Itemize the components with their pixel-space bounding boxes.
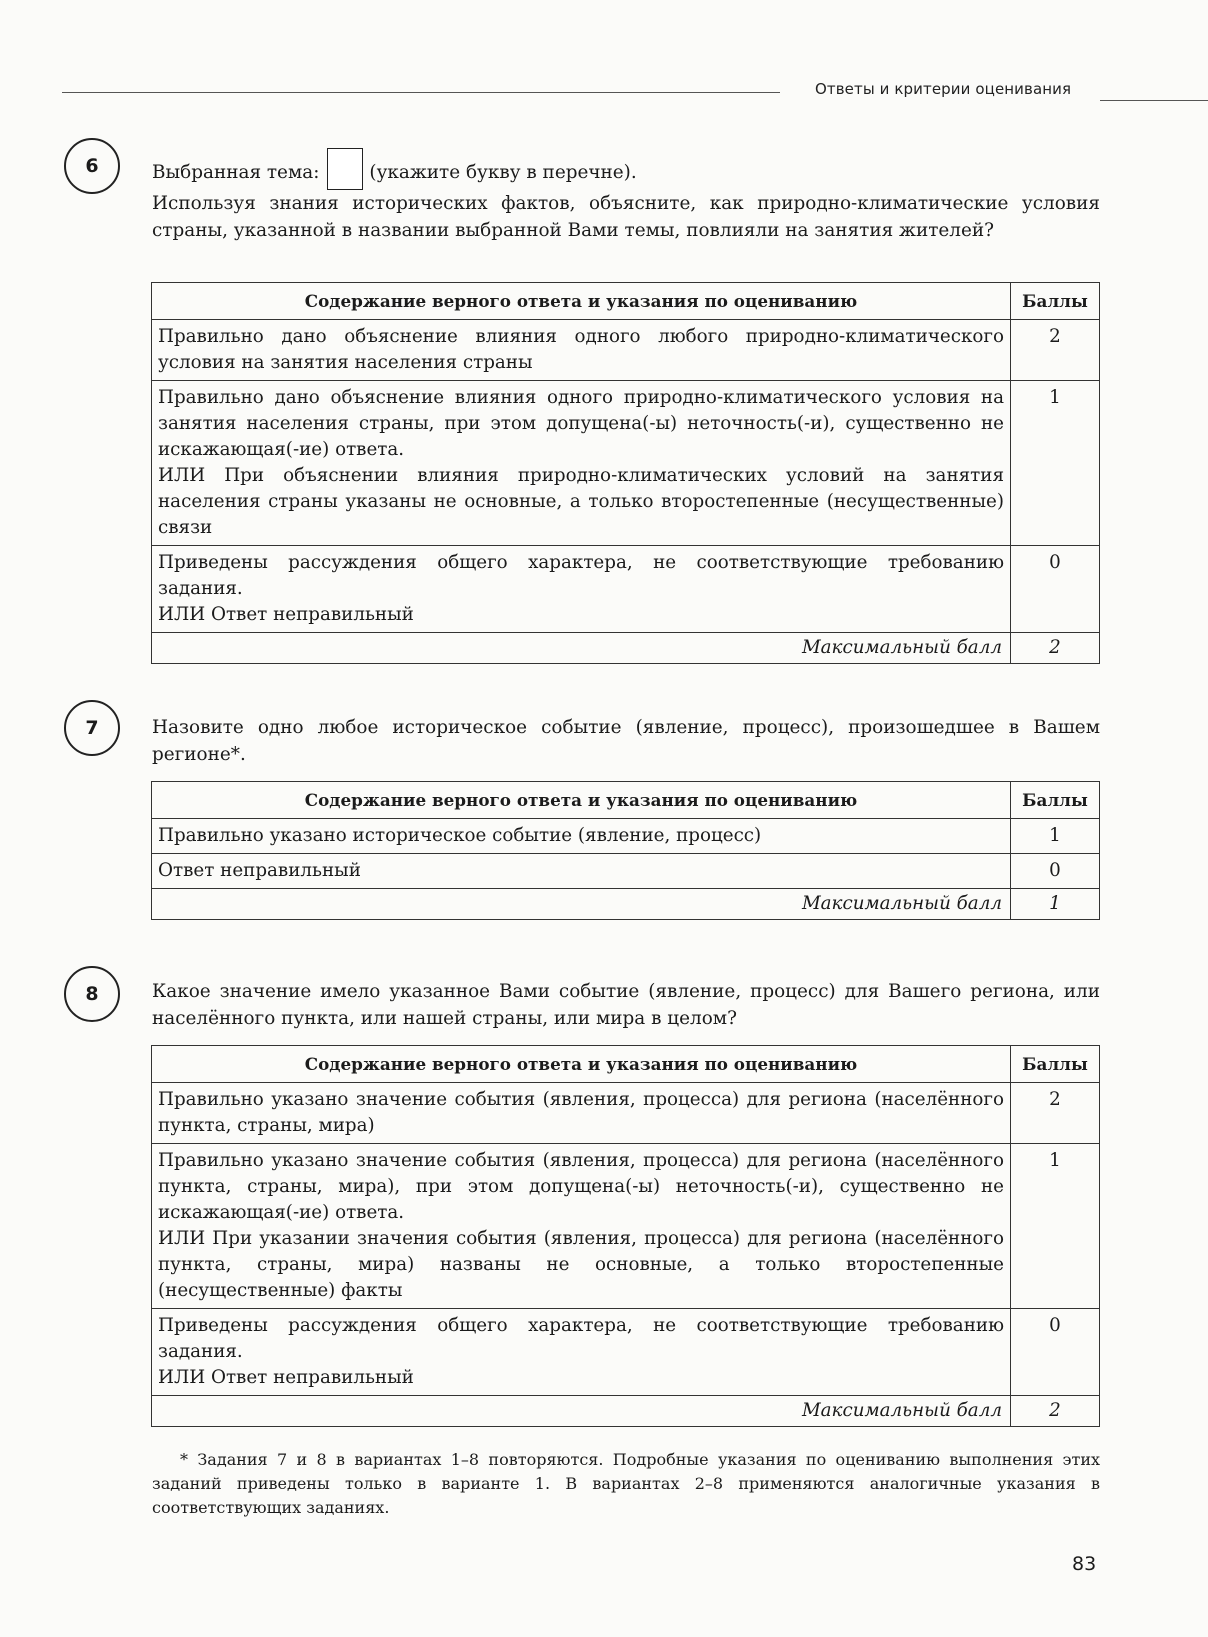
table-header-row (152, 1046, 1100, 1083)
header-rule-left (62, 92, 780, 93)
criteria-table (151, 1045, 1100, 1427)
criteria-text-alt: ИЛИ Ответ неправильный (158, 604, 414, 625)
table-row (152, 381, 1100, 546)
table-row (152, 546, 1100, 633)
task-question (152, 978, 1100, 1032)
points-cell: 0 (1011, 1309, 1100, 1396)
table-header-row (152, 782, 1100, 819)
criteria-text: Правильно дано объяснение влияния одного любого природно-климатического условия на занятия населения страны (158, 326, 1004, 373)
max-score-row (152, 889, 1100, 920)
chosen-topic-line (152, 148, 1100, 190)
question-text: Используя знания исторических фактов, объясните, как природно-климатические условия страны, указанной в названии выбранной Вами темы, повлияли на занятия жителей? (152, 193, 1100, 241)
criteria-text-alt: ИЛИ При указании значения события (явления, процесса) для региона (населённого пункта, страны, мира) названы не основные, а только второстепенные (несущественные) факты (158, 1228, 1004, 1301)
criteria-text-alt: ИЛИ При объяснении влияния природно-климатических условий на занятия населения страны указаны не основные, а только второстепенные (несущественные) связи (158, 465, 1004, 538)
points-cell: 0 (1011, 546, 1100, 633)
points-cell: 1 (1011, 1144, 1100, 1309)
table-row (152, 1309, 1100, 1396)
criteria-table (151, 781, 1100, 920)
chosen-topic-label: Выбранная тема: (152, 162, 320, 183)
criteria-text-alt: ИЛИ Ответ неправильный (158, 1367, 414, 1388)
max-score-label: Максимальный балл (152, 633, 1011, 664)
criteria-cell (152, 1083, 1011, 1144)
criteria-text: Приведены рассуждения общего характера, не соответствующие требованию задания. (158, 552, 1004, 599)
criteria-header: Содержание верного ответа и указания по оцениванию (152, 782, 1011, 819)
max-score-value: 2 (1011, 1396, 1100, 1427)
criteria-cell (152, 381, 1011, 546)
max-score-row (152, 633, 1100, 664)
task-number-badge: 6 (64, 138, 120, 194)
criteria-cell (152, 320, 1011, 381)
criteria-text: Правильно указано историческое событие (явление, процесс) (158, 825, 762, 846)
points-cell: 0 (1011, 854, 1100, 889)
chosen-topic-hint: (укажите букву в перечне). (369, 162, 637, 183)
points-cell: 2 (1011, 320, 1100, 381)
criteria-cell (152, 1309, 1011, 1396)
topic-letter-box[interactable] (327, 148, 363, 190)
table-header-row (152, 283, 1100, 320)
table-row (152, 854, 1100, 889)
header-rule-right (1100, 100, 1208, 101)
criteria-cell (152, 1144, 1011, 1309)
max-score-label: Максимальный балл (152, 1396, 1011, 1427)
points-cell: 1 (1011, 381, 1100, 546)
table-row (152, 819, 1100, 854)
criteria-cell (152, 546, 1011, 633)
question-text: Назовите одно любое историческое событие (явление, процесс), произошедшее в Вашем регионе*. (152, 717, 1100, 765)
table-row (152, 1083, 1100, 1144)
criteria-header: Содержание верного ответа и указания по оцениванию (152, 283, 1011, 320)
points-header: Баллы (1011, 782, 1100, 819)
criteria-table (151, 282, 1100, 664)
criteria-text: Приведены рассуждения общего характера, не соответствующие требованию задания. (158, 1315, 1004, 1362)
max-score-value: 2 (1011, 633, 1100, 664)
criteria-header: Содержание верного ответа и указания по оцениванию (152, 1046, 1011, 1083)
criteria-text: Ответ неправильный (158, 860, 361, 881)
max-score-row (152, 1396, 1100, 1427)
question-text: Какое значение имело указанное Вами событие (явление, процесс) для Вашего региона, или населённого пункта, или нашей страны, или мира в целом? (152, 981, 1100, 1029)
max-score-label: Максимальный балл (152, 889, 1011, 920)
criteria-cell (152, 819, 1011, 854)
points-cell: 2 (1011, 1083, 1100, 1144)
table-row (152, 320, 1100, 381)
task-number-badge: 8 (64, 966, 120, 1022)
criteria-text: Правильно дано объяснение влияния одного природно-климатического условия на занятия населения страны, при этом допущена(-ы) неточность(-и), существенно не искажающая(-ие) ответа. (158, 387, 1004, 460)
points-header: Баллы (1011, 283, 1100, 320)
footnote: * Задания 7 и 8 в вариантах 1–8 повторяются. Подробные указания по оцениванию выполнения этих заданий приведены только в варианте 1. В вариантах 2–8 применяются аналогичные указания в соответствующих заданиях. (152, 1450, 1100, 1517)
points-cell: 1 (1011, 819, 1100, 854)
running-title: Ответы и критерии оценивания (815, 80, 1072, 98)
max-score-value: 1 (1011, 889, 1100, 920)
criteria-text: Правильно указано значение события (явления, процесса) для региона (населённого пункта, страны, мира), при этом допущена(-ы) неточность(-и), существенно не искажающая(-ие) ответа. (158, 1150, 1004, 1223)
table-row (152, 1144, 1100, 1309)
criteria-cell (152, 854, 1011, 889)
page-number: 83 (1072, 1553, 1097, 1575)
task-question (152, 714, 1100, 768)
task-number-badge: 7 (64, 700, 120, 756)
criteria-text: Правильно указано значение события (явления, процесса) для региона (населённого пункта, страны, мира) (158, 1089, 1004, 1136)
task-question (152, 148, 1100, 244)
points-header: Баллы (1011, 1046, 1100, 1083)
